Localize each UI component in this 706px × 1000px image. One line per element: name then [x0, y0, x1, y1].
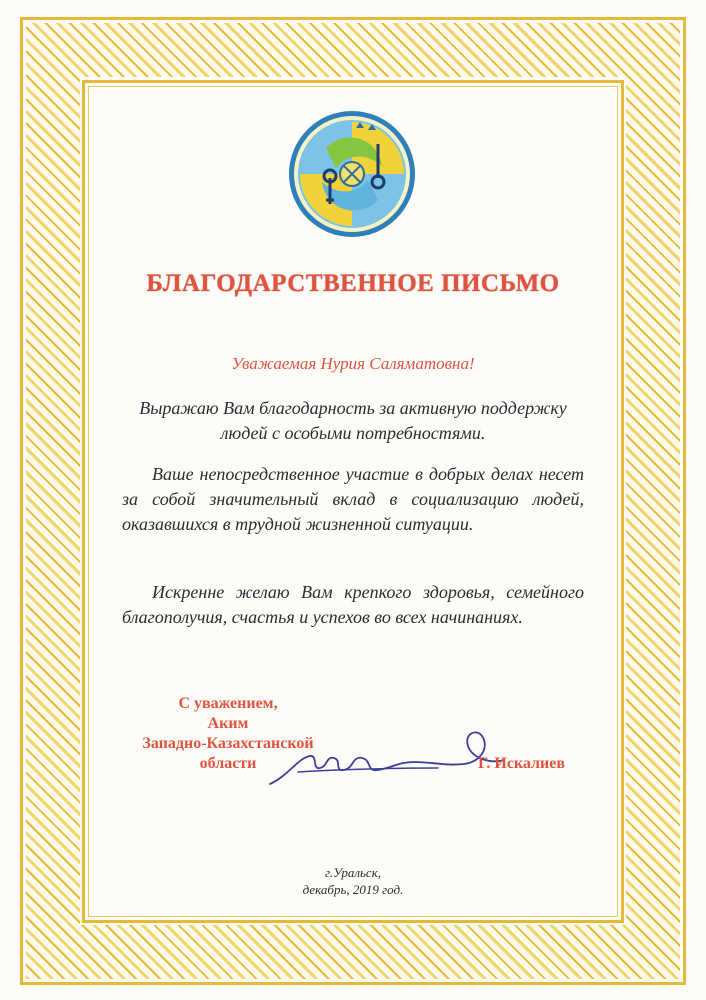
letter-title: БЛАГОДАРСТВЕННОЕ ПИСЬМО [146, 270, 560, 297]
place-and-date [200, 864, 506, 898]
body-paragraph-2: Ваше непосредственное участие в добрых делах несет за собой значительный вклад в социализацию людей, оказавшихся в трудной жизненной ситуации. [122, 464, 584, 534]
body-paragraph-1: Выражаю Вам благодарность за активную поддержку людей с особыми потребностями. [139, 398, 567, 443]
salutation: Уважаемая Нурия Саляматовна! [231, 354, 475, 373]
closing-oblast: области [199, 755, 257, 772]
closing-regards: С уважением, [178, 695, 278, 712]
date: декабрь, 2019 год. [302, 882, 404, 897]
signer-name: Г. Искалиев [478, 755, 565, 772]
closing-position: Аким [207, 715, 249, 732]
body-paragraph-3: Искренне желаю Вам крепкого здоровья, семейного благополучия, счастья и успехов во всех начинаниях. [122, 582, 584, 627]
place: г.Уральск, [324, 865, 382, 880]
handwritten-signature-icon [268, 726, 508, 796]
closing-region: Западно-Казахстанской [142, 735, 314, 752]
regional-emblem-icon [286, 108, 418, 240]
